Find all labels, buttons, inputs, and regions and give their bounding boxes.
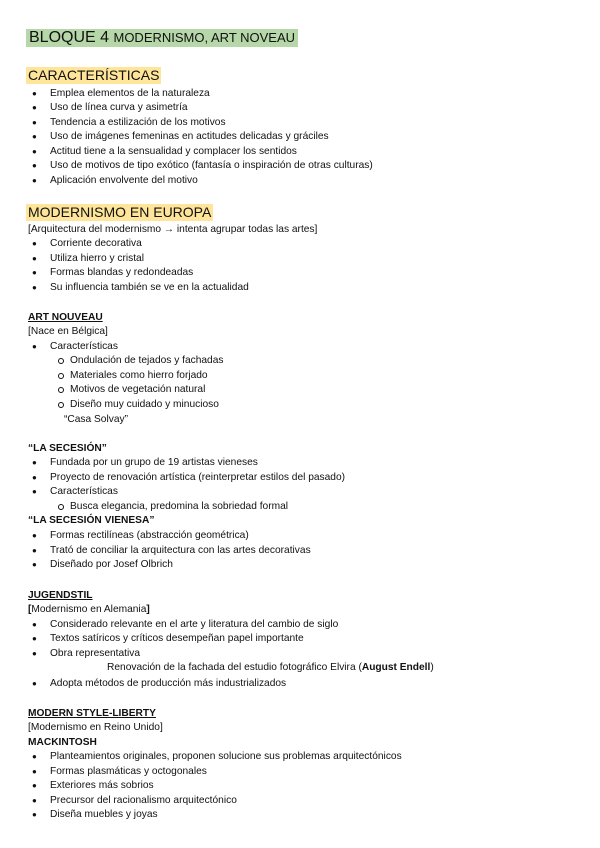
note-bracket: ] <box>146 604 150 615</box>
list-item: Diseñado por Josef Olbrich <box>50 559 173 570</box>
sub-list-item: Busca elegancia, predomina la sobriedad formal <box>70 501 289 512</box>
list-item: Formas plasmáticas y octogonales <box>50 766 207 777</box>
sub-list-item: Materiales como hierro forjado <box>70 370 208 381</box>
list-item: Adopta métodos de producción más industrializados <box>50 678 287 689</box>
bullet: ● <box>32 767 37 776</box>
bullet: ● <box>32 342 37 351</box>
section-note: [Arquitectura del modernismo → intenta agrupar todas las artes] <box>28 224 318 235</box>
page-title <box>26 29 298 47</box>
detail-line <box>107 661 434 674</box>
sub-list-item: Diseño muy cuidado y minucioso <box>70 399 219 410</box>
bullet: ● <box>32 118 37 127</box>
list-item: Formas blandas y redondeadas <box>50 267 194 278</box>
title-main-text: BLOQUE 4 <box>29 29 110 46</box>
section-heading-modern-style: MODERN STYLE-LIBERTY <box>28 708 156 719</box>
bullet: ● <box>32 796 37 805</box>
list-item: Emplea elementos de la naturaleza <box>50 88 210 99</box>
bullet: ● <box>32 634 37 643</box>
list-item: Obra representativa <box>50 648 141 659</box>
bullet: ● <box>32 89 37 98</box>
bullet: ● <box>32 268 37 277</box>
list-item: Formas rectilíneas (abstracción geométrica) <box>50 530 249 541</box>
list-item: Corriente decorativa <box>50 238 142 249</box>
section-heading-art-nouveau: ART NOUVEAU <box>28 312 103 323</box>
bullet: ● <box>32 458 37 467</box>
list-item: Tendencia a estilización de los motivos <box>50 117 226 128</box>
section-heading-la-secesion: “LA SECESIÓN” <box>28 443 107 454</box>
note-bracket: [ <box>28 604 32 615</box>
bullet: ● <box>32 283 37 292</box>
bullet: ● <box>32 254 37 263</box>
list-item: Su influencia también se ve en la actualidad <box>50 282 249 293</box>
sub-bullet <box>58 387 64 393</box>
sub-bullet <box>58 373 64 379</box>
bullet: ● <box>32 679 37 688</box>
bullet: ● <box>32 176 37 185</box>
list-item: Uso de línea curva y asimetría <box>50 102 188 113</box>
bullet: ● <box>32 161 37 170</box>
section-note <box>28 603 150 616</box>
bullet: ● <box>32 546 37 555</box>
list-item: Trató de conciliar la arquitectura con las artes decorativas <box>50 545 311 556</box>
sub-list-item: Ondulación de tejados y fachadas <box>70 355 224 366</box>
list-item: Proyecto de renovación artística (reinterpretar estilos del pasado) <box>50 472 346 483</box>
bullet: ● <box>32 487 37 496</box>
list-item: Actitud tiene a la sensualidad y complacer los sentidos <box>50 146 297 157</box>
list-item: Considerado relevante en el arte y literatura del cambio de siglo <box>50 619 339 630</box>
sub-bullet <box>58 402 64 408</box>
sub-bullet <box>58 504 64 510</box>
bullet: ● <box>32 752 37 761</box>
section-heading-secesion-vienesa: “LA SECESIÓN VIENESA” <box>28 515 155 526</box>
list-item: Exteriores más sobrios <box>50 780 154 791</box>
detail-bold: August Endell <box>361 662 431 673</box>
subheading-mackintosh: MACKINTOSH <box>28 737 97 748</box>
section-heading-modernismo-europa: MODERNISMO EN EUROPA <box>28 204 212 220</box>
section-heading-caracteristicas: CARACTERÍSTICAS <box>28 67 160 83</box>
bullet: ● <box>32 810 37 819</box>
list-item: Uso de imágenes femeninas en actitudes delicadas y gráciles <box>50 131 329 142</box>
bullet: ● <box>32 132 37 141</box>
bullet: ● <box>32 473 37 482</box>
bullet: ● <box>32 103 37 112</box>
bullet: ● <box>32 531 37 540</box>
bullet: ● <box>32 620 37 629</box>
list-item: Aplicación envolvente del motivo <box>50 175 198 186</box>
note-text: Modernismo en Alemania <box>31 604 147 615</box>
section-note: [Modernismo en Reino Unido] <box>28 722 163 733</box>
list-item: Precursor del racionalismo arquitectónico <box>50 795 237 806</box>
list-item: Utiliza hierro y cristal <box>50 253 144 264</box>
list-item: Características <box>50 486 118 497</box>
list-item: Características <box>50 341 118 352</box>
bullet: ● <box>32 649 37 658</box>
example-text: “Casa Solvay” <box>64 414 128 425</box>
list-item: Fundada por un grupo de 19 artistas vieneses <box>50 457 258 468</box>
sub-list-item: Motivos de vegetación natural <box>70 384 206 395</box>
sub-bullet <box>58 358 64 364</box>
section-heading-jugendstil: JUGENDSTIL <box>28 590 93 601</box>
bullet: ● <box>32 781 37 790</box>
bullet: ● <box>32 560 37 569</box>
bullet: ● <box>32 147 37 156</box>
list-item: Diseña muebles y joyas <box>50 809 158 820</box>
section-note: [Nace en Bélgica] <box>28 326 108 337</box>
detail-text: Renovación de la fachada del estudio fotográfico Elvira ( <box>107 662 362 673</box>
list-item: Textos satíricos y críticos desempeñan papel importante <box>50 633 304 644</box>
bullet: ● <box>32 239 37 248</box>
detail-close: ) <box>430 662 434 673</box>
title-sub-text: MODERNISMO, ART NOVEAU <box>113 30 296 45</box>
list-item: Uso de motivos de tipo exótico (fantasía o inspiración de otras culturas) <box>50 160 373 171</box>
list-item: Planteamientos originales, proponen solucione sus problemas arquitectónicos <box>50 751 402 762</box>
